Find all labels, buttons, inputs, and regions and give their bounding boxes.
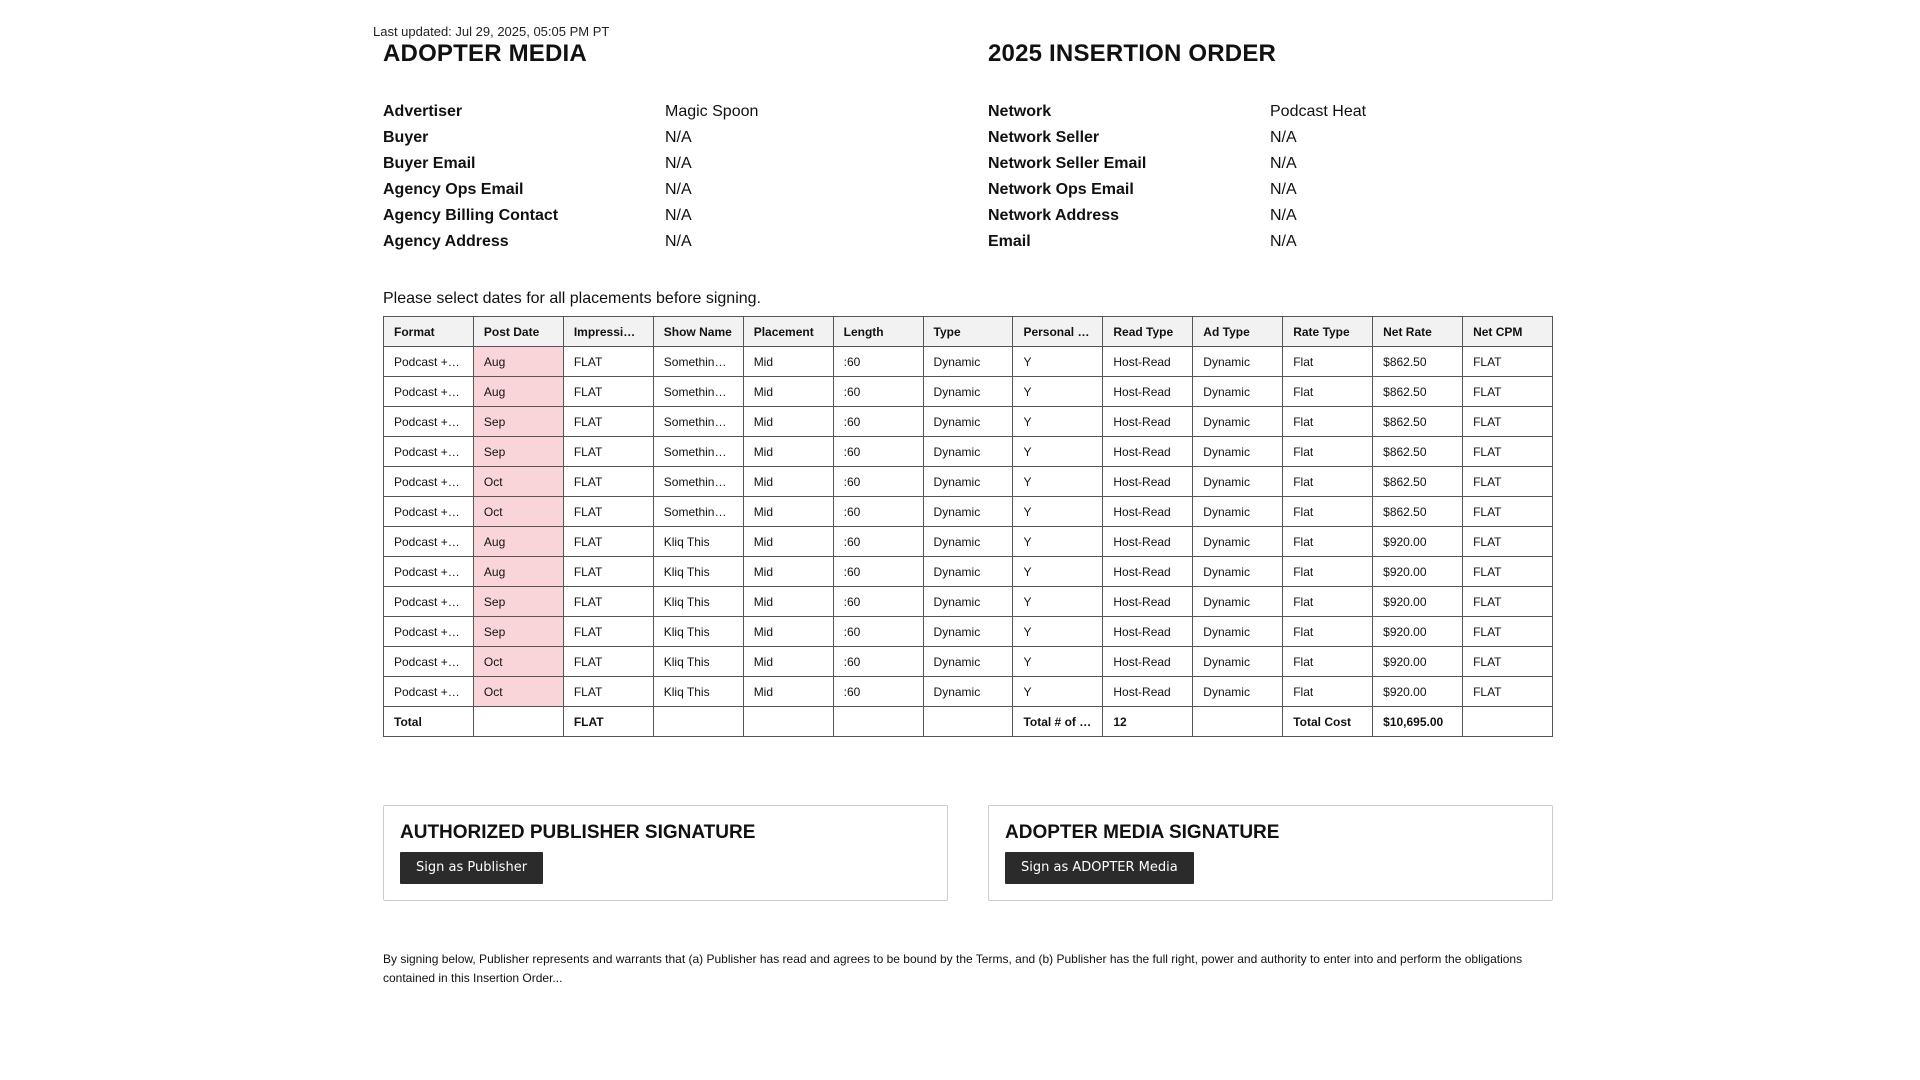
placements-table: [383, 316, 1553, 737]
cell-length: :60: [833, 557, 923, 587]
cell-type: Dynamic: [923, 677, 1013, 707]
column-header-format[interactable]: Format: [384, 317, 474, 347]
table-row: [384, 497, 1553, 527]
total-cell-ad-type: [1193, 707, 1283, 737]
cell-format: Podcast +…: [384, 677, 474, 707]
cell-placement: Mid: [743, 347, 833, 377]
cell-show-name: Somethin…: [653, 377, 743, 407]
cell-format: Podcast +…: [384, 407, 474, 437]
cell-ad-type: Dynamic: [1193, 437, 1283, 467]
column-header-personal[interactable]: Personal …: [1013, 317, 1103, 347]
cell-rate-type: Flat: [1283, 437, 1373, 467]
cell-impressions: FLAT: [563, 377, 653, 407]
cell-ad-type: Dynamic: [1193, 617, 1283, 647]
cell-net-rate: $920.00: [1373, 617, 1463, 647]
cell-net-cpm: FLAT: [1463, 467, 1553, 497]
advertiser-info-block: [383, 99, 948, 255]
cell-net-cpm: FLAT: [1463, 557, 1553, 587]
cell-personal: Y: [1013, 587, 1103, 617]
column-header-show-name[interactable]: Show Name: [653, 317, 743, 347]
cell-type: Dynamic: [923, 647, 1013, 677]
cell-rate-type: Flat: [1283, 677, 1373, 707]
info-label: Network Ops Email: [988, 181, 1134, 198]
cell-rate-type: Flat: [1283, 527, 1373, 557]
cell-type: Dynamic: [923, 407, 1013, 437]
info-label: Buyer Email: [383, 155, 476, 172]
cell-show-name: Somethin…: [653, 497, 743, 527]
cell-personal: Y: [1013, 467, 1103, 497]
cell-personal: Y: [1013, 557, 1103, 587]
cell-placement: Mid: [743, 617, 833, 647]
cell-length: :60: [833, 467, 923, 497]
column-header-read-type[interactable]: Read Type: [1103, 317, 1193, 347]
cell-impressions: FLAT: [563, 647, 653, 677]
cell-net-cpm: FLAT: [1463, 347, 1553, 377]
total-cell-net-rate: $10,695.00: [1373, 707, 1463, 737]
info-value: N/A: [1270, 129, 1297, 146]
cell-length: :60: [833, 587, 923, 617]
cell-format: Podcast +…: [384, 437, 474, 467]
cell-ad-type: Dynamic: [1193, 587, 1283, 617]
info-row-agency-ops-email: [383, 177, 948, 203]
column-header-type[interactable]: Type: [923, 317, 1013, 347]
cell-net-cpm: FLAT: [1463, 677, 1553, 707]
cell-personal: Y: [1013, 647, 1103, 677]
cell-ad-type: Dynamic: [1193, 377, 1283, 407]
cell-placement: Mid: [743, 497, 833, 527]
cell-post-date[interactable]: Oct: [473, 467, 563, 497]
last-updated-timestamp: Last updated: Jul 29, 2025, 05:05 PM PT: [373, 24, 610, 39]
cell-show-name: Kliq This: [653, 587, 743, 617]
cell-net-rate: $862.50: [1373, 497, 1463, 527]
info-row-network: [988, 99, 1553, 125]
cell-rate-type: Flat: [1283, 497, 1373, 527]
cell-format: Podcast +…: [384, 617, 474, 647]
cell-format: Podcast +…: [384, 557, 474, 587]
cell-personal: Y: [1013, 527, 1103, 557]
cell-placement: Mid: [743, 677, 833, 707]
cell-net-rate: $920.00: [1373, 677, 1463, 707]
table-row: [384, 557, 1553, 587]
total-cell-impressions: FLAT: [563, 707, 653, 737]
column-header-post-date[interactable]: Post Date: [473, 317, 563, 347]
publisher-signature-box: [383, 805, 948, 901]
info-value: N/A: [1270, 155, 1297, 172]
cell-placement: Mid: [743, 587, 833, 617]
cell-personal: Y: [1013, 497, 1103, 527]
cell-read-type: Host-Read: [1103, 677, 1193, 707]
cell-rate-type: Flat: [1283, 377, 1373, 407]
cell-ad-type: Dynamic: [1193, 497, 1283, 527]
cell-post-date[interactable]: Sep: [473, 617, 563, 647]
table-row: [384, 467, 1553, 497]
cell-format: Podcast +…: [384, 377, 474, 407]
cell-post-date[interactable]: Aug: [473, 377, 563, 407]
column-header-rate-type[interactable]: Rate Type: [1283, 317, 1373, 347]
table-row: [384, 437, 1553, 467]
total-cell-rate-type: Total Cost: [1283, 707, 1373, 737]
cell-impressions: FLAT: [563, 467, 653, 497]
info-row-email: [988, 229, 1553, 255]
info-value: N/A: [1270, 233, 1297, 250]
cell-read-type: Host-Read: [1103, 497, 1193, 527]
cell-length: :60: [833, 347, 923, 377]
table-row: [384, 527, 1553, 557]
cell-read-type: Host-Read: [1103, 617, 1193, 647]
info-row-network-address: [988, 203, 1553, 229]
cell-net-cpm: FLAT: [1463, 587, 1553, 617]
column-header-length[interactable]: Length: [833, 317, 923, 347]
total-cell-net-cpm: [1463, 707, 1553, 737]
info-label: Network Address: [988, 207, 1119, 224]
cell-show-name: Somethin…: [653, 437, 743, 467]
cell-impressions: FLAT: [563, 617, 653, 647]
cell-rate-type: Flat: [1283, 407, 1373, 437]
cell-ad-type: Dynamic: [1193, 467, 1283, 497]
cell-length: :60: [833, 437, 923, 467]
cell-length: :60: [833, 617, 923, 647]
cell-format: Podcast +…: [384, 497, 474, 527]
cell-personal: Y: [1013, 377, 1103, 407]
date-selection-notice: Please select dates for all placements before signing.: [383, 290, 761, 307]
cell-ad-type: Dynamic: [1193, 647, 1283, 677]
cell-show-name: Somethin…: [653, 467, 743, 497]
cell-read-type: Host-Read: [1103, 347, 1193, 377]
cell-type: Dynamic: [923, 497, 1013, 527]
cell-net-rate: $920.00: [1373, 587, 1463, 617]
cell-net-cpm: FLAT: [1463, 647, 1553, 677]
cell-ad-type: Dynamic: [1193, 347, 1283, 377]
table-row: [384, 377, 1553, 407]
info-label: Agency Address: [383, 233, 509, 250]
page-header: [383, 40, 1553, 70]
cell-net-cpm: FLAT: [1463, 377, 1553, 407]
cell-length: :60: [833, 377, 923, 407]
info-label: Network: [988, 103, 1052, 120]
cell-net-rate: $920.00: [1373, 527, 1463, 557]
table-body: [384, 347, 1553, 737]
cell-show-name: Kliq This: [653, 617, 743, 647]
adopter-signature-title: ADOPTER MEDIA SIGNATURE: [1005, 822, 1280, 843]
cell-rate-type: Flat: [1283, 647, 1373, 677]
cell-placement: Mid: [743, 377, 833, 407]
cell-personal: Y: [1013, 677, 1103, 707]
info-value: N/A: [1270, 207, 1297, 224]
cell-post-date[interactable]: Aug: [473, 557, 563, 587]
adopter-signature-box: [988, 805, 1553, 901]
info-value: N/A: [665, 155, 692, 172]
info-row-network-seller: [988, 125, 1553, 151]
cell-ad-type: Dynamic: [1193, 557, 1283, 587]
cell-placement: Mid: [743, 467, 833, 497]
publisher-signature-title: AUTHORIZED PUBLISHER SIGNATURE: [400, 822, 756, 843]
cell-impressions: FLAT: [563, 557, 653, 587]
info-label: Email: [988, 233, 1031, 250]
cell-post-date[interactable]: Aug: [473, 347, 563, 377]
total-cell-read-type: 12: [1103, 707, 1193, 737]
cell-placement: Mid: [743, 647, 833, 677]
cell-type: Dynamic: [923, 557, 1013, 587]
cell-type: Dynamic: [923, 377, 1013, 407]
cell-post-date[interactable]: Oct: [473, 647, 563, 677]
info-value: N/A: [665, 181, 692, 198]
total-cell-placement: [743, 707, 833, 737]
info-value: N/A: [665, 129, 692, 146]
cell-impressions: FLAT: [563, 677, 653, 707]
cell-ad-type: Dynamic: [1193, 527, 1283, 557]
cell-rate-type: Flat: [1283, 587, 1373, 617]
cell-net-rate: $920.00: [1373, 647, 1463, 677]
info-row-network-seller-email: [988, 151, 1553, 177]
cell-net-rate: $862.50: [1373, 347, 1463, 377]
terms-statement: By signing below, Publisher represents and warrants that (a) Publisher has read and agrees to be bound by the Terms, and (b) Publisher has the full right, power and authority to enter into and perform the obligations contained in this Insertion Order...: [383, 952, 1523, 985]
cell-format: Podcast +…: [384, 587, 474, 617]
table-row: [384, 587, 1553, 617]
sign-as-publisher-button[interactable]: Sign as Publisher: [400, 852, 543, 884]
info-value: N/A: [665, 233, 692, 250]
cell-post-date[interactable]: Aug: [473, 527, 563, 557]
column-header-ad-type[interactable]: Ad Type: [1193, 317, 1283, 347]
cell-type: Dynamic: [923, 587, 1013, 617]
cell-read-type: Host-Read: [1103, 527, 1193, 557]
cell-format: Podcast +…: [384, 347, 474, 377]
cell-rate-type: Flat: [1283, 617, 1373, 647]
info-label: Network Seller: [988, 129, 1100, 146]
cell-impressions: FLAT: [563, 497, 653, 527]
column-header-net-rate[interactable]: Net Rate: [1373, 317, 1463, 347]
cell-type: Dynamic: [923, 347, 1013, 377]
cell-net-cpm: FLAT: [1463, 617, 1553, 647]
cell-personal: Y: [1013, 347, 1103, 377]
cell-placement: Mid: [743, 437, 833, 467]
cell-type: Dynamic: [923, 437, 1013, 467]
total-cell-show-name: [653, 707, 743, 737]
cell-length: :60: [833, 677, 923, 707]
cell-personal: Y: [1013, 617, 1103, 647]
cell-read-type: Host-Read: [1103, 647, 1193, 677]
cell-post-date[interactable]: Sep: [473, 407, 563, 437]
info-label: Agency Billing Contact: [383, 207, 559, 224]
cell-net-rate: $862.50: [1373, 407, 1463, 437]
cell-length: :60: [833, 407, 923, 437]
column-header-placement[interactable]: Placement: [743, 317, 833, 347]
cell-type: Dynamic: [923, 467, 1013, 497]
cell-read-type: Host-Read: [1103, 407, 1193, 437]
cell-length: :60: [833, 527, 923, 557]
cell-format: Podcast +…: [384, 467, 474, 497]
network-info-block: [988, 99, 1553, 255]
total-cell-format: Total: [384, 707, 474, 737]
cell-post-date[interactable]: Sep: [473, 587, 563, 617]
cell-show-name: Kliq This: [653, 557, 743, 587]
cell-format: Podcast +…: [384, 527, 474, 557]
cell-net-rate: $862.50: [1373, 467, 1463, 497]
column-header-net-cpm[interactable]: Net CPM: [1463, 317, 1553, 347]
table-row: [384, 347, 1553, 377]
cell-read-type: Host-Read: [1103, 437, 1193, 467]
cell-placement: Mid: [743, 527, 833, 557]
document-title: 2025 INSERTION ORDER: [988, 40, 1277, 67]
cell-length: :60: [833, 497, 923, 527]
cell-net-rate: $920.00: [1373, 557, 1463, 587]
cell-show-name: Somethin…: [653, 407, 743, 437]
cell-impressions: FLAT: [563, 437, 653, 467]
cell-show-name: Kliq This: [653, 527, 743, 557]
cell-impressions: FLAT: [563, 347, 653, 377]
company-title: ADOPTER MEDIA: [383, 40, 587, 67]
cell-post-date[interactable]: Oct: [473, 497, 563, 527]
cell-rate-type: Flat: [1283, 557, 1373, 587]
info-label: Advertiser: [383, 103, 463, 120]
cell-show-name: Somethin…: [653, 347, 743, 377]
info-value: Podcast Heat: [1270, 103, 1367, 120]
cell-personal: Y: [1013, 407, 1103, 437]
info-value: Magic Spoon: [665, 103, 759, 120]
table-header-row: [384, 317, 1553, 347]
cell-net-cpm: FLAT: [1463, 497, 1553, 527]
info-label: Network Seller Email: [988, 155, 1147, 172]
cell-ad-type: Dynamic: [1193, 677, 1283, 707]
column-header-impressions[interactable]: Impressi…: [563, 317, 653, 347]
cell-format: Podcast +…: [384, 647, 474, 677]
info-row-agency-billing-contact: [383, 203, 948, 229]
cell-read-type: Host-Read: [1103, 557, 1193, 587]
table-row: [384, 407, 1553, 437]
cell-type: Dynamic: [923, 527, 1013, 557]
cell-show-name: Kliq This: [653, 677, 743, 707]
cell-net-cpm: FLAT: [1463, 437, 1553, 467]
total-cell-length: [833, 707, 923, 737]
cell-read-type: Host-Read: [1103, 587, 1193, 617]
cell-impressions: FLAT: [563, 587, 653, 617]
info-row-buyer: [383, 125, 948, 151]
cell-net-cpm: FLAT: [1463, 407, 1553, 437]
cell-rate-type: Flat: [1283, 347, 1373, 377]
cell-net-rate: $862.50: [1373, 377, 1463, 407]
cell-personal: Y: [1013, 437, 1103, 467]
info-row-buyer-email: [383, 151, 948, 177]
cell-length: :60: [833, 647, 923, 677]
sign-as-adopter-button[interactable]: Sign as ADOPTER Media: [1005, 852, 1194, 884]
info-label: Agency Ops Email: [383, 181, 524, 198]
info-row-agency-address: [383, 229, 948, 255]
cell-placement: Mid: [743, 407, 833, 437]
cell-read-type: Host-Read: [1103, 467, 1193, 497]
cell-placement: Mid: [743, 557, 833, 587]
info-row-network-ops-email: [988, 177, 1553, 203]
total-cell-post-date: [473, 707, 563, 737]
cell-type: Dynamic: [923, 617, 1013, 647]
cell-impressions: FLAT: [563, 407, 653, 437]
cell-rate-type: Flat: [1283, 467, 1373, 497]
table-row: [384, 677, 1553, 707]
info-value: N/A: [1270, 181, 1297, 198]
info-label: Buyer: [383, 129, 429, 146]
info-row-advertiser: [383, 99, 948, 125]
total-cell-type: [923, 707, 1013, 737]
cell-ad-type: Dynamic: [1193, 407, 1283, 437]
cell-post-date[interactable]: Sep: [473, 437, 563, 467]
cell-impressions: FLAT: [563, 527, 653, 557]
total-cell-personal: Total # of …: [1013, 707, 1103, 737]
table-total-row: [384, 707, 1553, 737]
cell-read-type: Host-Read: [1103, 377, 1193, 407]
cell-net-cpm: FLAT: [1463, 527, 1553, 557]
table-row: [384, 647, 1553, 677]
cell-net-rate: $862.50: [1373, 437, 1463, 467]
cell-show-name: Kliq This: [653, 647, 743, 677]
table-row: [384, 617, 1553, 647]
cell-post-date[interactable]: Oct: [473, 677, 563, 707]
info-value: N/A: [665, 207, 692, 224]
